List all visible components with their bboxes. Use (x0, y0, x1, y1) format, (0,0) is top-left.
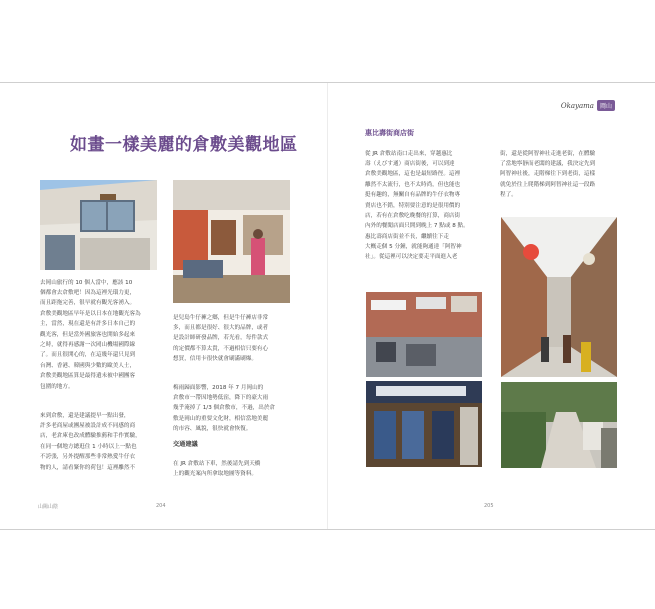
street-subhead: 惠比壽街商店街 (365, 129, 414, 137)
photo-shrine-path (501, 382, 617, 468)
page-headline: 如畫一樣美麗的倉敷美觀地區 (70, 135, 298, 155)
photo-traditional-shop (366, 381, 482, 467)
traffic-body: 在 JR 倉敷站下車，然後請先到天橋 上的觀光案內所拿取地圖等資料。 (173, 460, 261, 477)
left-column-1b: 來到倉敷，還是建議提早一點出發， 許多老商屋或團屋被設計成不同感的商 店，老倉庫也改成體驗推薦和手作實驗， 在同一個地方總逛住 1 小時以上一點也 不誇張，另外提醒那些非常熱愛牛仔衣 物的人，請看緊你的荷包！這裡離然不 (40, 412, 141, 471)
brand-mark (561, 100, 615, 111)
right-column-1: 從 JR 倉敷站南口走出來，穿越惠比 壽（えびす通）商店街後，可以到達 倉敷美觀地區，這也是最短路徑。這裡 離然不太流行，也不太時尚，但也能也 挺有趣的，無關自有品牌的牛仔衣物專 賣店也不錯，特別要注意的是很用價的 店，若有在倉敷吃晚餐的打算，商店街 內外的餐聞店面只開到晚上 7 點或 8 點。 (365, 150, 469, 230)
photo-arcade-street (501, 217, 617, 377)
left-column-1: 去岡山旅行的 10 個人當中，應該 10 個都會去倉敷吧！因為這裡光環力更， 而且距拖完善，很早就有觀光客湧入。 倉敷美觀地區早年是以日本在地觀光客為 主，當然，現在還是有許多日本自己的 觀光客，但是當外國旅客也開始多起來 之時，就得再感謝一次岡山機場國際線 了。而且很開心的，在這幾年還只見到 台灣、香港、韓國與少數的歐美人士， 倉敷美觀地區算是最得遺未被中國團客 包圍的地方。 (40, 279, 141, 390)
magazine-spread (0, 82, 655, 530)
page-number-right: 205 (484, 503, 494, 509)
right-column-2: 街，還是從阿智神社走進老街，在體驗 了當地寧靜而老闆的建議，我決定先到 阿智神社後，走階梯往下到老街，這樣 就免於往上爬階梯到阿智神社這一段路 程了。 (500, 150, 596, 199)
traffic-heading: 交通建議 (173, 441, 198, 448)
page-gutter (327, 83, 328, 529)
photo-mall-building (40, 180, 157, 270)
brand-badge: 岡山 (597, 100, 615, 111)
photo-shop-interior (173, 180, 290, 303)
footer-section: 山陽山陰 (38, 504, 59, 510)
left-column-2: 是兒島牛仔褲之鄉，但是牛仔褲店非常 多，而且都是很好、很大的品牌，或者 是設計師研發品牌，若光看，每件款式 的定價都不算太貴，不過相信只要有心 想買，信用卡很快就會刷滿刷爆。 (173, 314, 269, 363)
left-column-2b: 梅雨歸面影響，2018 年 7 月岡山的 倉敷市一帶因地勢低窪，降下的豪大雨 幾乎淹掉了 1/3 個倉敷市，不過，出於倉 敷是岡山的重要文化財，相信當地美麗 的市容、風貌，很快就會恢復。 (173, 384, 276, 433)
brand-word: Okayama (560, 101, 594, 110)
right-column-1b: 惠比壽商店街並不長，繼續往下走 大概走個 5 分鐘，就能夠通達「阿智神 社」。從這裡可以決定要走平面進入老 (365, 233, 462, 261)
photo-street-storefronts (366, 292, 482, 377)
page-number-left: 204 (156, 503, 166, 509)
